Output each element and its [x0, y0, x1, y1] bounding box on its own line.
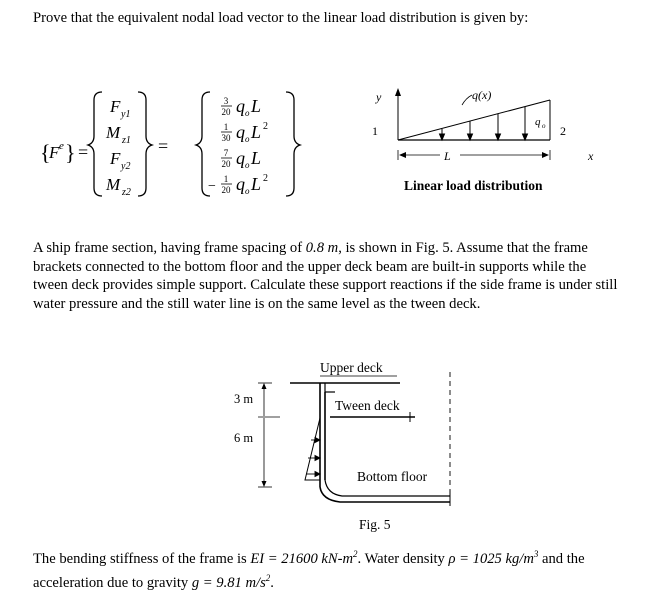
vector-brace-right	[138, 92, 152, 196]
svg-text:L: L	[251, 122, 262, 142]
bilge-curve	[320, 487, 450, 502]
ship-problem-paragraph: A ship frame section, having frame spacing of 0.8 m, is shown in Fig. 5. Assume that the frame brackets connected to the bottom floor and the upper deck beam are built-in supports while the tween deck provides simple support. Calculate these support reactions if the side frame is under still water pressure and the still water line is on the same level as the tween deck.	[33, 240, 618, 312]
svg-text:1: 1	[223, 122, 229, 132]
svg-text:1: 1	[223, 174, 229, 184]
load-arrows	[440, 107, 528, 140]
svg-text:3: 3	[223, 96, 229, 106]
x-axis-label: x	[588, 149, 594, 163]
svg-text:2: 2	[263, 121, 268, 132]
entry-name-4: M	[106, 175, 121, 194]
svg-text:L: L	[251, 148, 262, 168]
y-axis-arrow-icon	[395, 88, 401, 96]
entry-name-2: M	[106, 123, 121, 142]
vector-equation	[40, 92, 300, 198]
bottom-floor-label: Bottom floor	[357, 469, 428, 484]
load-diagram-caption: Linear load distribution	[404, 178, 543, 193]
svg-text:L: L	[251, 96, 262, 116]
svg-text:q: q	[236, 122, 245, 142]
result-entry-4	[208, 173, 268, 196]
svg-text:o: o	[245, 108, 250, 118]
dim-arrow-right-icon	[542, 152, 549, 158]
equals-sign-1: =	[78, 142, 89, 162]
result-entry-1	[221, 96, 261, 118]
fig5-caption: Fig. 5	[359, 517, 391, 532]
equals-sign-2: =	[158, 136, 169, 156]
svg-text:q: q	[236, 148, 245, 168]
dim-arrow-left-icon	[399, 152, 406, 158]
node-1-label: 1	[372, 124, 378, 138]
node-2-label: 2	[560, 124, 566, 138]
entry-name-3: F	[110, 149, 121, 168]
result-brace-right	[286, 92, 300, 196]
svg-text:30: 30	[221, 133, 231, 143]
pressure-arrows	[306, 438, 320, 477]
lhs-superscript: e	[59, 140, 64, 152]
entry-sub-2: z1	[122, 135, 131, 146]
dim-3m-label: 3 m	[234, 392, 254, 406]
pressure-triangle	[305, 418, 320, 480]
svg-text:7: 7	[223, 148, 229, 158]
svg-text:20: 20	[221, 107, 231, 117]
q0-sub: o	[542, 122, 546, 130]
lhs-brace-close: }	[65, 140, 76, 165]
entry-sub-3: y2	[121, 161, 131, 172]
svg-text:20: 20	[221, 185, 231, 195]
linear-load-diagram	[372, 88, 594, 193]
lhs-brace-open: {	[40, 140, 51, 165]
lhs-symbol: F	[49, 143, 60, 162]
qx-label: q(x)	[472, 88, 492, 102]
y-axis-label: y	[376, 90, 382, 104]
svg-text:q: q	[236, 96, 245, 116]
q0-label: q	[535, 116, 541, 128]
svg-text:o: o	[245, 186, 250, 196]
entry-name-1: F	[110, 97, 121, 116]
result-entry-3	[221, 148, 261, 170]
upper-deck-label: Upper deck	[320, 360, 383, 375]
dim-6m-label: 6 m	[234, 431, 254, 445]
entry-sub-4: z2	[122, 187, 131, 198]
problem-statement: Prove that the equivalent nodal load vector to the linear load distribution is given by:	[33, 10, 529, 26]
qx-pointer	[462, 95, 472, 105]
given-data-paragraph: The bending stiffness of the frame is EI = 21600 $kN-m^2$. Water density ρ = 1025 $kg/m^3$ and the acceleration due to gravity g = 9.81 $m/s^2$.	[33, 549, 585, 591]
dim-6m-arrow-icon	[262, 481, 267, 487]
tween-deck-label: Tween deck	[335, 398, 400, 413]
entry-sub-1: y1	[121, 109, 131, 120]
svg-text:o: o	[245, 134, 250, 144]
svg-text:−: −	[208, 179, 216, 194]
svg-text:2: 2	[263, 173, 268, 184]
svg-text:20: 20	[221, 159, 231, 169]
frame-figure	[234, 360, 450, 532]
result-entry-2	[221, 121, 268, 144]
svg-text:q: q	[236, 174, 245, 194]
vector-brace-left	[88, 92, 102, 196]
dim-3m-arrow-icon	[262, 383, 267, 389]
svg-text:L: L	[251, 174, 262, 194]
svg-text:o: o	[245, 160, 250, 170]
length-label: L	[444, 149, 451, 163]
